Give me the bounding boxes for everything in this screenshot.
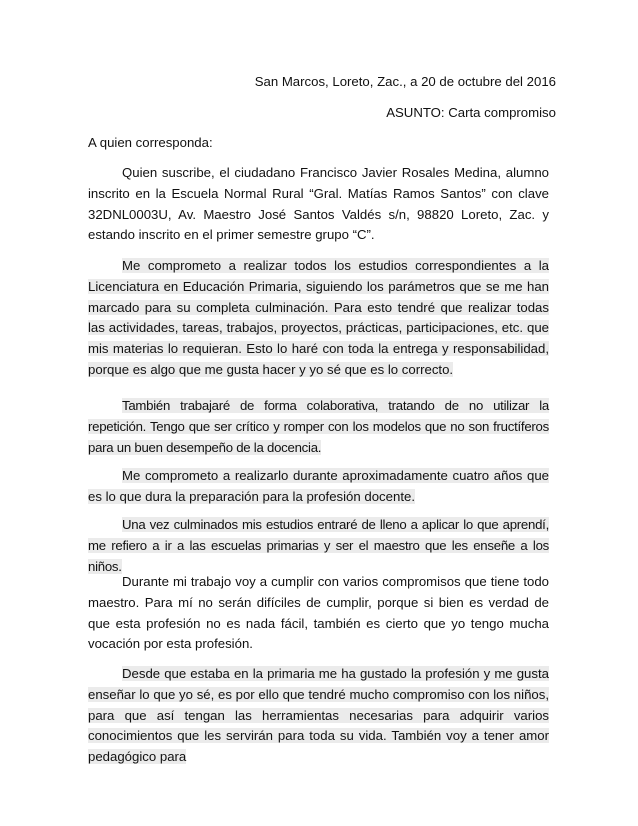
paragraph-7 <box>88 664 549 768</box>
paragraph-text: Durante mi trabajo voy a cumplir con varios compromisos que tiene todo maestro. Para mí no serán difíciles de cumplir, porque si bien es verdad de que esta profesión no es nada fácil, también es cierto que yo tengo mucha vocación por esta profesión. <box>88 574 549 652</box>
paragraph-1 <box>88 163 549 246</box>
paragraph-2 <box>88 256 549 381</box>
place-date: San Marcos, Loreto, Zac., a 20 de octubre del 2016 <box>254 74 556 89</box>
paragraph-3 <box>88 396 549 458</box>
paragraph-5 <box>88 515 549 577</box>
paragraph-text: Desde que estaba en la primaria me ha gustado la profesión y me gusta enseñar lo que yo sé, es por ello que tendré mucho compromiso con los niños, para que así tengan las herramientas necesarias para adquirir varios conocimientos que les servirán para toda su vida. También voy a tener amor pedagógico para <box>88 666 549 765</box>
paragraph-text: Quien suscribe, el ciudadano Francisco Javier Rosales Medina, alumno inscrito en la Escuela Normal Rural “Gral. Matías Ramos Santos” con clave 32DNL0003U, Av. Maestro José Santos Valdés s/n, 98820 Loreto, Zac. y estando inscrito en el primer semestre grupo “C”. <box>88 165 549 243</box>
paragraph-6 <box>88 572 549 655</box>
salutation: A quien corresponda: <box>88 135 213 150</box>
paragraph-text: Me comprometo a realizarlo durante aproximadamente cuatro años que es lo que dura la preparación para la profesión docente. <box>88 468 549 504</box>
paragraph-text: Una vez culminados mis estudios entraré de lleno a aplicar lo que aprendí, me refiero a ir a las escuelas primarias y ser el maestro que les enseñe a los niños. <box>88 517 549 574</box>
subject-line: ASUNTO: Carta compromiso <box>386 105 556 120</box>
paragraph-text: También trabajaré de forma colaborativa, tratando de no utilizar la repetición. Tengo que ser crítico y romper con los modelos que no son fructíferos para un buen desempeño de la docencia. <box>88 398 549 455</box>
paragraph-text: Me comprometo a realizar todos los estudios correspondientes a la Licenciatura en Educación Primaria, siguiendo los parámetros que se me han marcado para su completa culminación. Para esto tendré que realizar todas las actividades, tareas, trabajos, proyectos, prácticas, participaciones, etc. que mis materias lo requieran. Esto lo haré con toda la entrega y responsabilidad, porque es algo que me gusta hacer y yo sé que es lo correcto. <box>88 258 549 377</box>
paragraph-4 <box>88 466 549 508</box>
